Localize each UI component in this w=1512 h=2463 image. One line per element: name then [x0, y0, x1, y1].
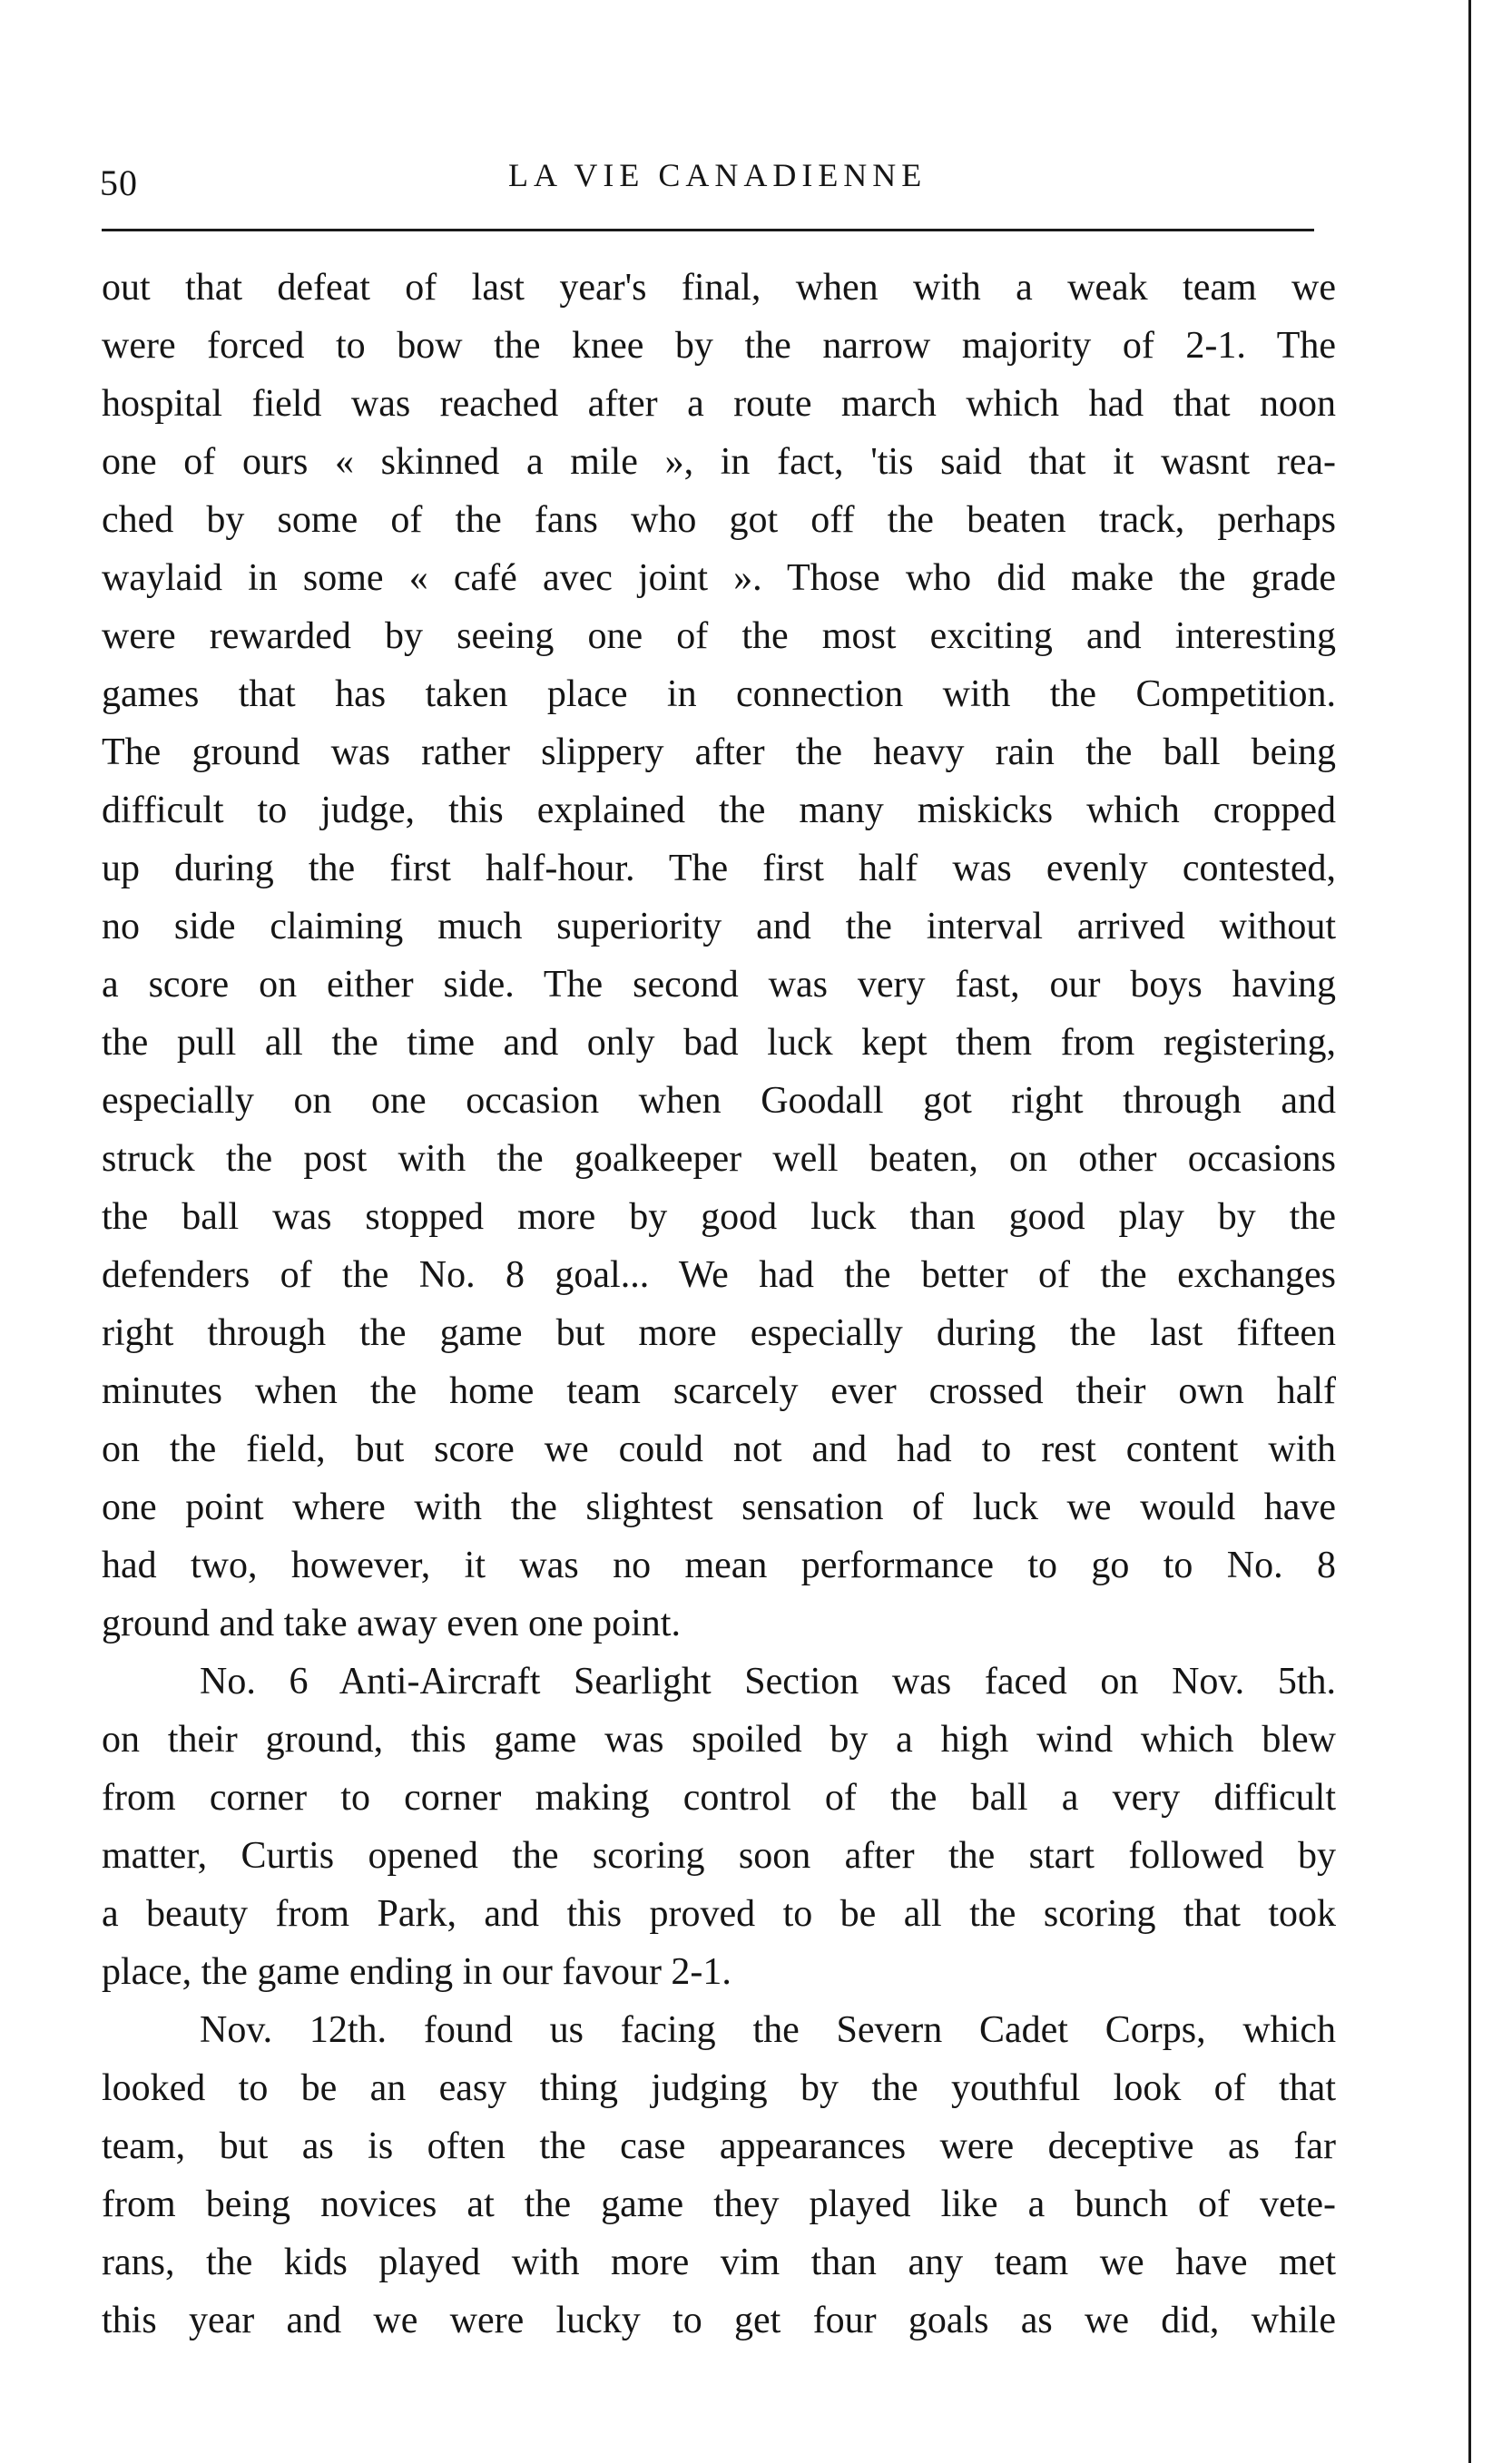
text-line: on their ground, this game was spoiled by a high wind which blew [102, 1719, 1336, 1761]
body-text [102, 259, 1336, 2350]
text-line: from corner to corner making control of the ball a very difficult [102, 1777, 1336, 1819]
text-line: the ball was stopped more by good luck than good play by the [102, 1196, 1336, 1238]
text-line: Nov. 12th. found us facing the Severn Cadet Corps, which [200, 2009, 1336, 2051]
text-line: waylaid in some « café avec joint ». Those who did make the grade [102, 557, 1336, 599]
paragraph [102, 1653, 1336, 2001]
text-line: were forced to bow the knee by the narrow majority of 2-1. The [102, 325, 1336, 367]
running-title: LA VIE CANADIENNE [508, 157, 928, 193]
text-line: right through the game but more especially during the last fifteen [102, 1312, 1336, 1354]
text-line: games that has taken place in connection with the Competition. [102, 673, 1336, 715]
text-line: looked to be an easy thing judging by the youthful look of that [102, 2067, 1336, 2109]
text-line: struck the post with the goalkeeper well beaten, on other occasions [102, 1138, 1336, 1180]
text-line: defenders of the No. 8 goal... We had the better of the exchanges [102, 1254, 1336, 1296]
text-line: had two, however, it was no mean performance to go to No. 8 [102, 1545, 1336, 1586]
text-line: on the field, but score we could not and had to rest content with [102, 1428, 1336, 1470]
text-line: rans, the kids played with more vim than any team we have met [102, 2242, 1336, 2283]
text-line: No. 6 Anti-Aircraft Searlight Section was faced on Nov. 5th. [200, 1661, 1336, 1703]
text-line: one of ours « skinned a mile », in fact, 'tis said that it wasnt rea- [102, 441, 1336, 483]
text-line: a score on either side. The second was very fast, our boys having [102, 964, 1336, 1006]
text-line: difficult to judge, this explained the many miskicks which cropped [102, 790, 1336, 831]
text-line: one point where with the slightest sensation of luck we would have [102, 1487, 1336, 1528]
text-line: especially on one occasion when Goodall got right through and [102, 1080, 1336, 1122]
paragraph [102, 2001, 1336, 2350]
text-line: out that defeat of last year's final, when with a weak team we [102, 267, 1336, 309]
page-edge-line [1468, 0, 1471, 2463]
text-line: team, but as is often the case appearances were deceptive as far [102, 2125, 1336, 2167]
text-line: this year and we were lucky to get four goals as we did, while [102, 2300, 1336, 2341]
paragraph [102, 259, 1336, 1653]
text-line: the pull all the time and only bad luck kept them from registering, [102, 1022, 1336, 1064]
text-line: minutes when the home team scarcely ever crossed their own half [102, 1370, 1336, 1412]
text-line: no side claiming much superiority and the interval arrived without [102, 906, 1336, 947]
header-rule [102, 229, 1314, 231]
text-line: matter, Curtis opened the scoring soon after the start followed by [102, 1835, 1336, 1877]
text-line: ched by some of the fans who got off the beaten track, perhaps [102, 499, 1336, 541]
text-line: The ground was rather slippery after the heavy rain the ball being [102, 731, 1336, 773]
text-line: up during the first half-hour. The first half was evenly contested, [102, 848, 1336, 889]
text-line: from being novices at the game they played like a bunch of vete- [102, 2183, 1336, 2225]
text-line: a beauty from Park, and this proved to be all the scoring that took [102, 1893, 1336, 1935]
page-number: 50 [100, 162, 138, 203]
text-line: place, the game ending in our favour 2-1. [102, 1951, 731, 1993]
text-line: hospital field was reached after a route march which had that noon [102, 383, 1336, 425]
text-line: ground and take away even one point. [102, 1603, 681, 1644]
text-line: were rewarded by seeing one of the most exciting and interesting [102, 615, 1336, 657]
